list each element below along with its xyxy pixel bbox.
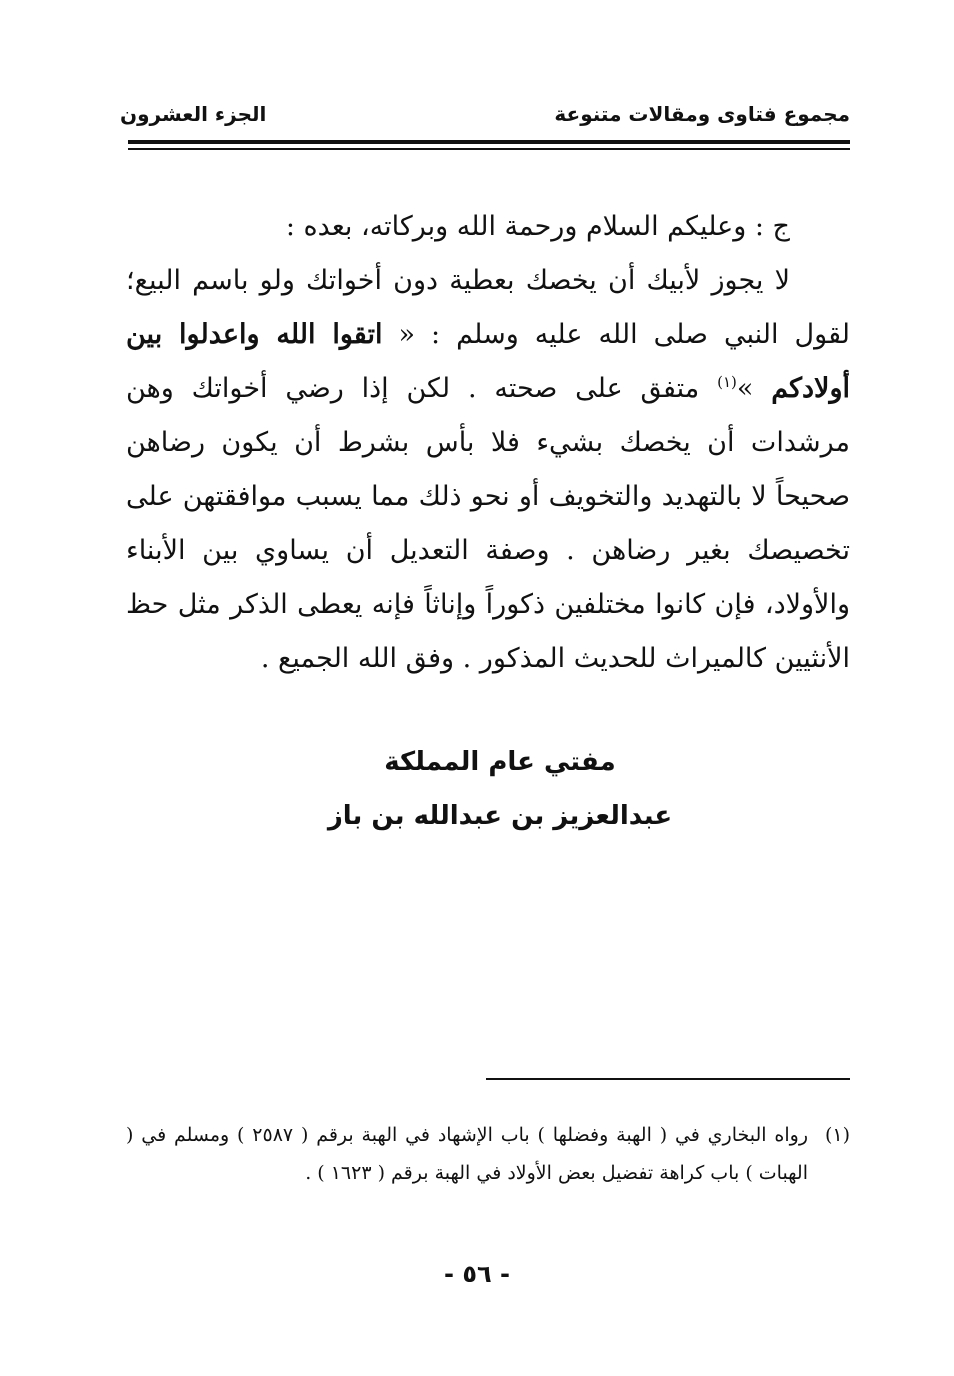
footnote-mark: (١) (824, 1124, 850, 1146)
paragraph-start: لا يجوز لأبيك أن يخصك بعطية دون أخواتك ولو باسم البيع؛ لقول النبي صلى الله عليه وسلم : « (126, 265, 850, 350)
volume-label: الجزء العشرون (120, 102, 267, 126)
footnote-text: رواه البخاري في ( الهبة وفضلها ) باب الإشهاد في الهبة برقم ( ٢٥٨٧ ) ومسلم في ( الهبات ) باب كراهة تفضيل بعض الأولاد في الهبة برقم ( ١٦٢٣ ) . (126, 1124, 808, 1184)
hadith-close: » (736, 373, 772, 404)
answer-opening: ج : وعليكم السلام ورحمة الله وبركاته، بعده : (285, 211, 790, 242)
signature-block (300, 735, 700, 843)
running-header (120, 92, 850, 136)
answer-paragraph (126, 254, 850, 686)
signature-name: عبدالعزيز بن عبدالله بن باز (327, 801, 673, 831)
footnote-reference[interactable]: (١) (717, 373, 737, 391)
page-number: - ٥٦ - (444, 1260, 510, 1288)
fatwa-answer (126, 200, 850, 686)
paragraph-rest: متفق على صحته . لكن إذا رضي أخواتك وهن مرشدات أن يخصك بشيء فلا بأس بشرط أن يكون رضاهن صحيحاً لا بالتهديد والتخويف أو نحو ذلك مما يسبب موافقتهن على تخصيصك بغير رضاهن . وصفة التعديل أن يساوي بين الأبناء والأولاد، فإن كانوا مختلفين ذكوراً وإناثاً فإنه يعطى الذكر مثل حظ الأنثيين كالميراث للحديث المذكور . وفق الله الجميع . (126, 373, 850, 674)
footnotes (126, 1116, 850, 1192)
header-rule-thick (128, 140, 850, 144)
signature-title: مفتي عام المملكة (384, 747, 616, 777)
footnote-separator (486, 1078, 850, 1080)
book-title: مجموع فتاوى ومقالات متنوعة (554, 102, 850, 126)
footnote-item (126, 1116, 850, 1192)
hadith-quote: اتقوا الله واعدلوا بين أولادكم (126, 319, 850, 404)
header-rule-thin (128, 148, 850, 150)
